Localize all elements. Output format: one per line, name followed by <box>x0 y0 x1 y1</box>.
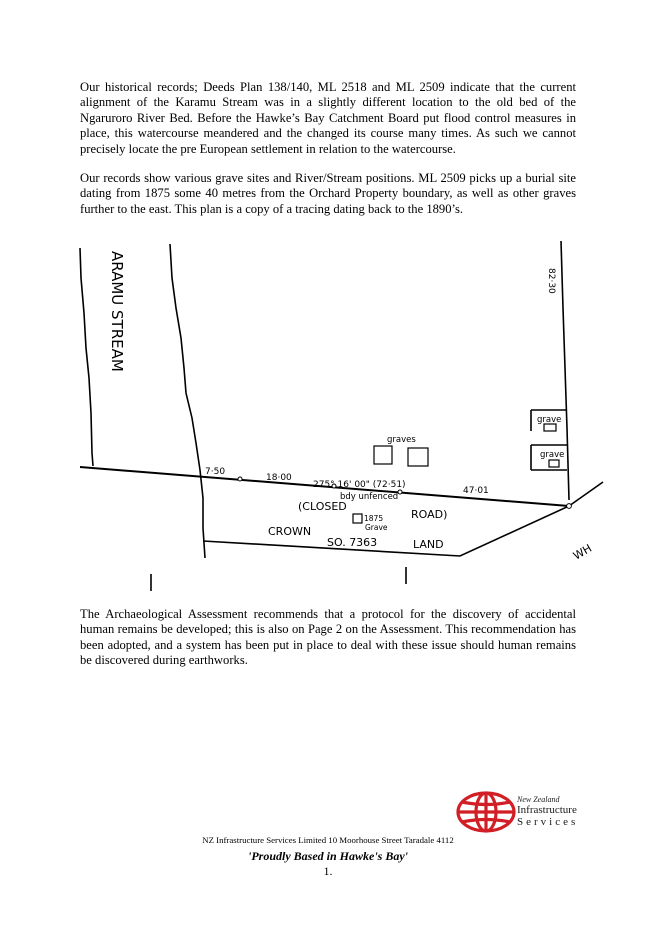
bearing-label: 275° 16' 00" (72·51) <box>313 480 406 490</box>
dimension-label: 18·00 <box>266 473 292 483</box>
grave-label: Grave <box>365 523 388 532</box>
logo-company-suffix: Services <box>517 816 579 828</box>
grave-box <box>374 446 392 464</box>
footer-tagline: 'Proudly Based in Hawke's Bay' <box>247 849 408 863</box>
paragraph-archaeological: The Archaeological Assessment recommends that a protocol for the discovery of accidental human remains be developed; this is also on Page 2 on the Assessment. This recommendation has been adopted, and a system has been put in place to deal with these issue should human remains be discovered during earthworks. <box>80 607 576 668</box>
paragraph-grave-sites: Our records show various grave sites and River/Stream positions. ML 2509 picks up a burial site dating from 1875 some 40 metres from the Orchard Property boundary, as well as other graves further to the east. This plan is a copy of a tracing dating back to the 1890’s. <box>80 171 576 216</box>
road-label: ROAD) <box>411 508 448 521</box>
logo-company-name: Infrastructure <box>517 804 577 816</box>
grave-box <box>544 424 556 431</box>
survey-plan <box>0 238 656 600</box>
closed-road-label: (CLOSED <box>298 500 347 513</box>
footer-address: NZ Infrastructure Services Limited 10 Moorhouse Street Taradale 4112 <box>202 835 454 845</box>
grave-label: grave <box>537 415 562 425</box>
so-number-label: SO. 7363 <box>327 536 378 549</box>
survey-point <box>567 504 572 509</box>
dimension-label: 47·01 <box>463 486 489 496</box>
stream-right-bank <box>170 244 205 558</box>
grave-box <box>549 460 559 467</box>
dimension-label: 82·30 <box>546 268 556 294</box>
bdy-unfenced-label: bdy unfenced <box>340 492 399 502</box>
grave-label: grave <box>540 450 565 460</box>
paragraph-historical-records: Our historical records; Deeds Plan 138/140, ML 2518 and ML 2509 indicate that the current alignment of the Karamu Stream was in a slightly different location to the old bed of the Ngaruroro River Bed. Before the Hawke’s Bay Catchment Board put flood control measures in place, this watercourse meandered and the changed its course many times. As such we cannot precisely locate the pre European settlement in relation to the watercourse. <box>80 80 576 156</box>
survey-point <box>238 477 242 481</box>
grave-box <box>408 448 428 466</box>
dimension-label: 7·50 <box>205 467 226 477</box>
road-name-label: WH <box>571 541 595 563</box>
road-edge <box>569 482 603 506</box>
logo-tagline: New Zealand <box>517 795 560 804</box>
page-number: 1. <box>323 864 333 878</box>
stream-left-bank <box>80 248 93 466</box>
land-label: LAND <box>413 538 444 551</box>
globe-logo-icon <box>455 790 517 834</box>
survey-point <box>398 490 402 494</box>
grave-box <box>353 514 362 523</box>
graves-label: graves <box>387 435 416 445</box>
stream-label: ARAMU STREAM <box>108 251 126 372</box>
grave-year-label: 1875 <box>364 514 384 523</box>
right-boundary-line <box>561 241 569 500</box>
crown-label: CROWN <box>268 525 312 538</box>
